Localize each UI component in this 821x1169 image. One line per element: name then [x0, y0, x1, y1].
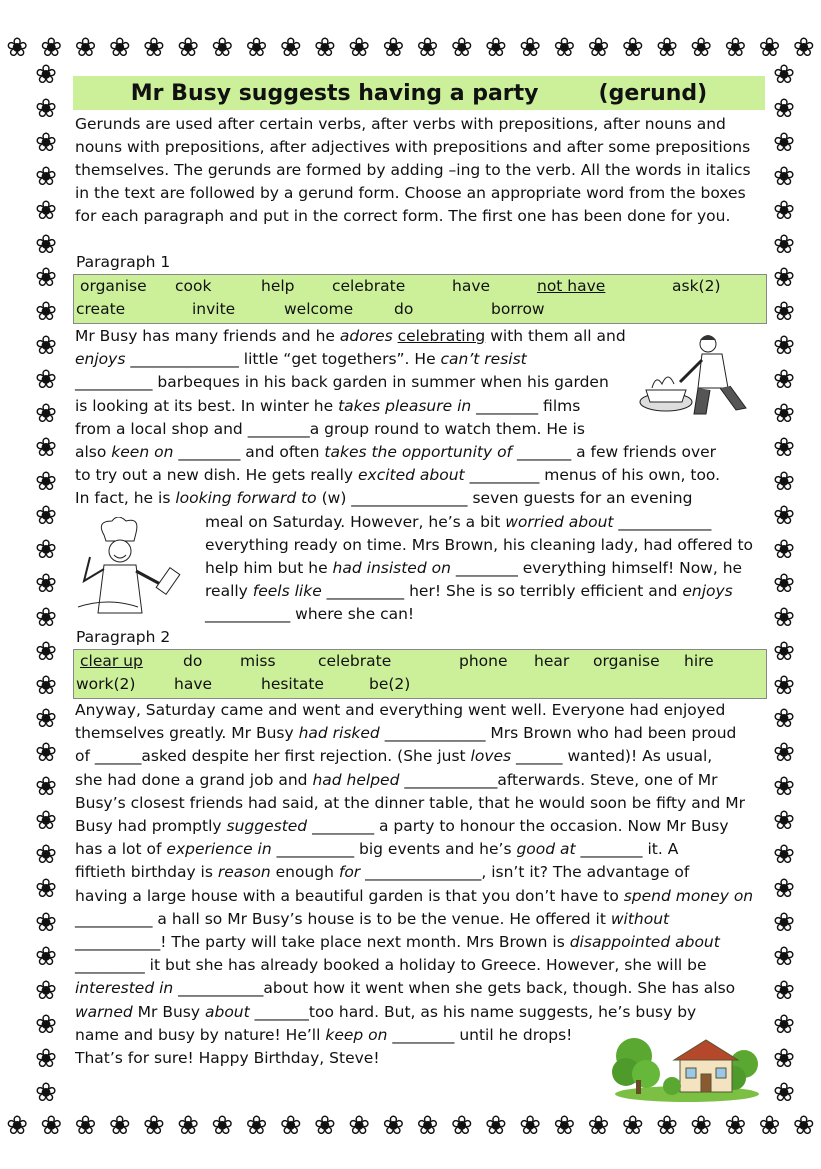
text: having a large house with a beautiful garden is that you don’t have to	[75, 886, 624, 905]
text: also	[75, 443, 112, 462]
flower-border-icon: ❀	[35, 738, 57, 769]
flower-border-icon: ❀	[382, 1111, 405, 1141]
italic-cue: experience in	[166, 840, 272, 859]
italic-cue: worried about	[505, 512, 614, 531]
word-chip-example: not have	[537, 277, 606, 295]
text: That’s for sure! Happy Birthday, Steve!	[75, 1049, 380, 1068]
text: fiftieth birthday is	[75, 863, 218, 882]
flower-border-icon: ❀	[74, 1111, 97, 1141]
word-box-1	[73, 274, 767, 324]
flower-border-icon: ❀	[35, 500, 57, 531]
flower-border-icon: ❀	[773, 229, 795, 260]
flower-border-icon: ❀	[35, 297, 57, 328]
flower-border-icon: ❀	[35, 806, 57, 837]
paragraph-2-label: Paragraph 2	[76, 628, 171, 646]
word-chip: ask(2)	[672, 277, 721, 295]
text: _________ menus of his own, too.	[464, 466, 721, 485]
italic-cue: feels like	[252, 582, 322, 601]
text: _______________, isn’t it? The advantage of	[360, 863, 690, 882]
italic-cue: looking forward to	[175, 489, 317, 508]
flower-border-icon: ❀	[314, 33, 336, 63]
italic-cue: excited about	[358, 466, 465, 485]
text: ________ until he drops!	[387, 1025, 573, 1044]
word-chip: welcome	[284, 300, 354, 318]
flower-border-icon: ❀	[773, 738, 795, 769]
word-chip: have	[174, 675, 213, 693]
italic-cue: loves	[470, 747, 512, 766]
flower-border-icon: ❀	[773, 195, 795, 226]
house-garden-illustration	[612, 1020, 762, 1102]
italic-cue: keep on	[325, 1025, 388, 1044]
text: help him but he	[205, 559, 333, 578]
flower-border-icon: ❀	[773, 568, 795, 599]
text: from a local shop and ________a group round to watch them. He is	[75, 419, 585, 438]
flower-border-icon: ❀	[773, 500, 795, 531]
flower-border-icon: ❀	[773, 1077, 795, 1108]
barbecue-man-illustration	[636, 330, 748, 418]
paragraph-2-text	[75, 699, 775, 1070]
word-chip: do	[394, 300, 414, 318]
text: ________ it. A	[575, 840, 679, 859]
flower-border-icon: ❀	[792, 1111, 815, 1141]
flower-border-icon: ❀	[211, 1111, 234, 1141]
flower-border-icon: ❀	[758, 1111, 781, 1141]
flower-border-icon: ❀	[35, 704, 57, 735]
text: __________ big events and he’s	[271, 840, 517, 859]
worksheet-title	[73, 76, 765, 110]
word-chip: borrow	[491, 300, 545, 318]
text: __________ a hall so Mr Busy’s house is to be the venue. He offered it	[75, 909, 611, 928]
text: In fact, he is	[75, 489, 176, 508]
flower-border-icon: ❀	[35, 59, 57, 90]
flower-border-icon: ❀	[773, 636, 795, 667]
flower-border-icon: ❀	[35, 1077, 57, 1108]
text: ______________ little “get togethers”. He	[125, 350, 441, 369]
top-border	[0, 28, 821, 68]
italic-cue: for	[338, 863, 361, 882]
flower-border-icon: ❀	[35, 908, 57, 938]
flower-border-icon: ❀	[35, 975, 57, 1006]
flower-border-icon: ❀	[35, 93, 57, 124]
flower-border-icon: ❀	[35, 467, 57, 498]
italic-cue: can’t resist	[440, 350, 527, 369]
text: has a lot of	[75, 840, 167, 859]
flower-border-icon: ❀	[758, 33, 781, 63]
flower-border-icon: ❀	[108, 33, 131, 63]
text: of ______asked despite her first rejection. (She just	[75, 747, 471, 766]
text: to try out a new dish. He gets really	[75, 466, 358, 485]
italic-cue: takes pleasure in	[338, 396, 472, 415]
text: __________ her! She is so terribly efficient and	[321, 582, 683, 601]
text: ________ a party to honour the occasion. Now Mr Busy	[307, 817, 729, 836]
text: really	[205, 582, 253, 601]
flower-border-icon: ❀	[773, 806, 795, 837]
intro-line: for each paragraph and put in the correct form. The first one has been done for you.	[75, 207, 731, 225]
flower-border-icon: ❀	[792, 33, 815, 63]
text: with them all and	[485, 327, 626, 345]
flower-border-icon: ❀	[416, 33, 439, 63]
flower-border-icon: ❀	[587, 1111, 610, 1141]
italic-cue: without	[610, 909, 670, 928]
flower-border-icon: ❀	[6, 33, 28, 63]
text: ___________ where she can!	[205, 605, 415, 624]
flower-border-icon: ❀	[553, 1111, 576, 1141]
flower-border-icon: ❀	[656, 33, 678, 63]
text: Busy’s closest friends had said, at the dinner table, that he would soon be fifty and Mr	[75, 793, 746, 812]
instructions	[75, 113, 765, 228]
italic-cue: suggested	[226, 817, 308, 836]
text: _______ a few friends over	[512, 443, 717, 462]
word-chip: work(2)	[76, 675, 136, 693]
flower-border-icon: ❀	[177, 1111, 200, 1141]
italic-cue: takes the opportunity of	[324, 443, 513, 462]
text: enough	[270, 863, 339, 882]
flower-border-icon: ❀	[690, 1111, 713, 1141]
flower-border-icon: ❀	[773, 975, 795, 1006]
title-text: Mr Busy suggests having a party	[130, 80, 539, 106]
flower-border-icon: ❀	[450, 33, 473, 63]
italic-cue: spend money on	[623, 886, 754, 905]
flower-border-icon: ❀	[773, 467, 795, 498]
flower-border-icon: ❀	[348, 33, 371, 63]
flower-border-icon: ❀	[621, 1111, 644, 1141]
text: meal on Saturday. However, he’s a bit	[205, 512, 506, 531]
flower-border-icon: ❀	[314, 1111, 336, 1141]
flower-border-icon: ❀	[773, 59, 795, 90]
flower-border-icon: ❀	[35, 772, 57, 803]
italic-cue: adores	[339, 327, 398, 345]
text: ________ and often	[173, 443, 325, 462]
text: ___________! The party will take place next month. Mrs Brown is	[75, 933, 570, 952]
flower-border-icon: ❀	[724, 33, 747, 63]
flower-border-icon: ❀	[485, 33, 507, 63]
text: _______too hard. But, as his name suggests, he’s busy by	[249, 1002, 697, 1021]
flower-border-icon: ❀	[35, 399, 57, 430]
text: ___________about how it went when she gets back, though. She has also	[173, 979, 736, 998]
flower-border-icon: ❀	[35, 874, 57, 905]
flower-border-icon: ❀	[279, 33, 302, 63]
flower-border-icon: ❀	[773, 534, 795, 565]
italic-cue: good at	[516, 840, 576, 859]
flower-border-icon: ❀	[35, 1043, 57, 1074]
flower-border-icon: ❀	[450, 1111, 473, 1141]
flower-border-icon: ❀	[108, 1111, 131, 1141]
flower-border-icon: ❀	[773, 908, 795, 938]
intro-line: nouns with prepositions, after adjectives with prepositions and after some prepositions	[75, 138, 751, 156]
flower-border-icon: ❀	[773, 840, 795, 871]
example-answer: celebrating	[397, 327, 486, 345]
italic-cue: had helped	[312, 770, 400, 789]
flower-border-icon: ❀	[35, 602, 57, 633]
flower-border-icon: ❀	[587, 33, 610, 63]
word-chip: hear	[534, 652, 570, 670]
flower-border-icon: ❀	[35, 263, 57, 294]
flower-border-icon: ❀	[485, 1111, 507, 1141]
flower-border-icon: ❀	[621, 33, 644, 63]
text: (w) _______________ seven guests for an evening	[316, 489, 693, 508]
flower-border-icon: ❀	[773, 772, 795, 803]
title-tag: (gerund)	[598, 80, 708, 106]
flower-border-icon: ❀	[35, 229, 57, 260]
word-chip: hesitate	[261, 675, 324, 693]
flower-border-icon: ❀	[773, 1043, 795, 1074]
italic-cue: had insisted on	[332, 559, 451, 578]
text: ________ films	[471, 396, 581, 415]
flower-border-icon: ❀	[35, 365, 57, 396]
italic-cue: enjoys	[75, 350, 126, 369]
word-chip: celebrate	[332, 277, 406, 295]
chef-illustration	[70, 517, 190, 615]
flower-border-icon: ❀	[773, 433, 795, 464]
word-chip: phone	[459, 652, 508, 670]
flower-border-icon: ❀	[519, 33, 542, 63]
text: __________ barbeques in his back garden in summer when his garden	[75, 373, 609, 392]
flower-border-icon: ❀	[553, 33, 576, 63]
flower-border-icon: ❀	[35, 840, 57, 871]
flower-border-icon: ❀	[724, 1111, 747, 1141]
word-chip: help	[261, 277, 295, 295]
italic-cue: warned	[75, 1002, 133, 1021]
flower-border-icon: ❀	[382, 33, 405, 63]
flower-border-icon: ❀	[245, 1111, 268, 1141]
flower-border-icon: ❀	[773, 331, 795, 362]
word-chip: do	[183, 652, 203, 670]
flower-border-icon: ❀	[6, 1111, 28, 1141]
word-box-2	[73, 649, 767, 699]
italic-cue: keen on	[111, 443, 174, 462]
flower-border-icon: ❀	[35, 331, 57, 362]
flower-border-icon: ❀	[35, 534, 57, 565]
flower-border-icon: ❀	[773, 704, 795, 735]
text: ____________	[613, 512, 712, 531]
word-chip: create	[76, 300, 126, 318]
left-border	[26, 58, 66, 1110]
text: themselves greatly. Mr Busy	[75, 724, 299, 743]
italic-cue: disappointed about	[569, 933, 720, 952]
word-chip-example: clear up	[80, 652, 143, 670]
flower-border-icon: ❀	[773, 93, 795, 124]
word-chip: celebrate	[318, 652, 392, 670]
flower-border-icon: ❀	[35, 127, 57, 158]
flower-border-icon: ❀	[773, 161, 795, 192]
italic-cue: enjoys	[682, 582, 733, 601]
italic-cue: had risked	[298, 724, 380, 743]
flower-border-icon: ❀	[773, 1009, 795, 1040]
intro-line: in the text are followed by a gerund form. Choose an appropriate word from the boxes	[75, 184, 746, 202]
text: ____________afterwards. Steve, one of Mr	[399, 770, 718, 789]
flower-border-icon: ❀	[35, 941, 57, 972]
flower-border-icon: ❀	[35, 636, 57, 667]
text: _____________ Mrs Brown who had been proud	[379, 724, 737, 743]
italic-cue: interested in	[75, 979, 174, 998]
flower-border-icon: ❀	[773, 670, 795, 701]
text: is looking at its best. In winter he	[75, 396, 339, 415]
intro-line: Gerunds are used after certain verbs, after verbs with prepositions, after nouns and	[75, 115, 726, 133]
paragraph-1-label: Paragraph 1	[76, 253, 171, 271]
italic-cue: about	[204, 1002, 250, 1021]
flower-border-icon: ❀	[416, 1111, 439, 1141]
flower-border-icon: ❀	[35, 1009, 57, 1040]
text: ______ wanted)! As usual,	[511, 747, 713, 766]
bottom-border	[0, 1106, 821, 1146]
text: everything ready on time. Mrs Brown, his cleaning lady, had offered to	[205, 535, 754, 554]
intro-line: themselves. The gerunds are formed by adding –ing to the verb. All the words in italics	[75, 161, 751, 179]
flower-border-icon: ❀	[690, 33, 713, 63]
word-chip: cook	[175, 277, 212, 295]
text: Anyway, Saturday came and went and everything went well. Everyone had enjoyed	[75, 701, 726, 719]
flower-border-icon: ❀	[279, 1111, 302, 1141]
flower-border-icon: ❀	[656, 1111, 678, 1141]
flower-border-icon: ❀	[35, 161, 57, 192]
flower-border-icon: ❀	[348, 1111, 371, 1141]
word-chip: organise	[80, 277, 147, 295]
flower-border-icon: ❀	[773, 365, 795, 396]
flower-border-icon: ❀	[143, 1111, 165, 1141]
flower-border-icon: ❀	[773, 399, 795, 430]
flower-border-icon: ❀	[773, 874, 795, 905]
word-chip: be(2)	[369, 675, 411, 693]
flower-border-icon: ❀	[773, 263, 795, 294]
text: Busy had promptly	[75, 817, 227, 836]
flower-border-icon: ❀	[177, 33, 200, 63]
flower-border-icon: ❀	[773, 602, 795, 633]
italic-cue: reason	[217, 863, 271, 882]
flower-border-icon: ❀	[35, 670, 57, 701]
flower-border-icon: ❀	[773, 127, 795, 158]
flower-border-icon: ❀	[773, 941, 795, 972]
flower-border-icon: ❀	[35, 568, 57, 599]
flower-border-icon: ❀	[211, 33, 234, 63]
flower-border-icon: ❀	[519, 1111, 542, 1141]
flower-border-icon: ❀	[245, 33, 268, 63]
flower-border-icon: ❀	[74, 33, 97, 63]
flower-border-icon: ❀	[773, 297, 795, 328]
text: Mr Busy has many friends and he	[75, 327, 340, 345]
flower-border-icon: ❀	[35, 195, 57, 226]
flower-border-icon: ❀	[40, 1111, 63, 1141]
word-chip: have	[452, 277, 491, 295]
text: _________ it but she has already booked a holiday to Greece. However, she will be	[75, 956, 707, 975]
flower-border-icon: ❀	[35, 433, 57, 464]
word-chip: organise	[593, 652, 660, 670]
flower-border-icon: ❀	[40, 33, 63, 63]
word-chip: invite	[192, 300, 236, 318]
word-chip: hire	[684, 652, 714, 670]
word-chip: miss	[240, 652, 276, 670]
text: ________ everything himself! Now, he	[450, 559, 743, 578]
text: name and busy by nature! He’ll	[75, 1025, 326, 1044]
flower-border-icon: ❀	[143, 33, 165, 63]
text: Mr Busy	[132, 1002, 205, 1021]
text: she had done a grand job and	[75, 770, 313, 789]
